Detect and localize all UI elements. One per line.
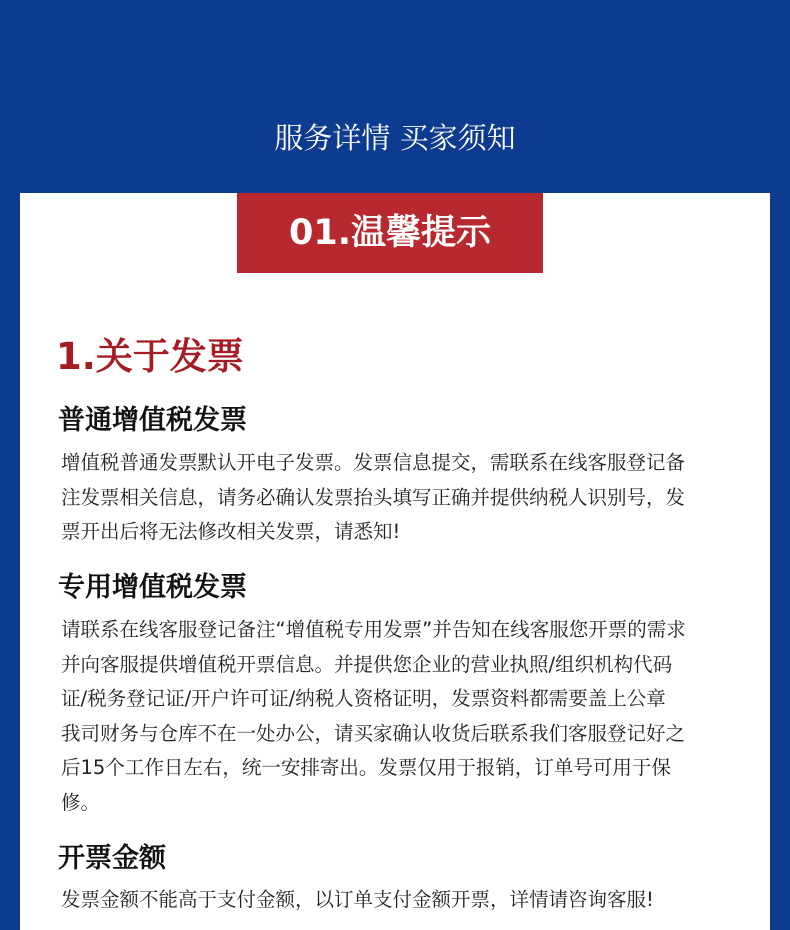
paragraph-line: 并向客服提供增值税开票信息。并提供您企业的营业执照/组织机构代码 [61,652,673,676]
normal-vat-invoice-heading: 普通增值税发票 [58,405,247,436]
special-vat-invoice-heading: 专用增值税发票 [58,572,247,603]
section-title: 1.关于发票 [56,335,244,378]
paragraph-line: 票开出后将无法修改相关发票，请悉知! [61,520,401,543]
paragraph-line: 后15个工作日左右，统一安排寄出。发票仅用于报销，订单号可用于保 [61,756,671,779]
paragraph-line: 修。 [61,790,101,814]
invoice-amount-heading: 开票金额 [58,843,166,874]
paragraph-line: 我司财务与仓库不在一处办公，请买家确认收货后联系我们客服登记好之 [61,721,686,745]
paragraph-line: 请联系在线客服登记备注“增值税专用发票”并告知在线客服您开票的需求 [61,618,686,641]
tips-banner: 01.温馨提示 [237,193,543,273]
content-card [20,193,770,930]
normal-vat-invoice-text [61,446,733,550]
invoice-amount-text [61,883,733,918]
page-header-title: 服务详情 买家须知 [274,121,516,155]
special-vat-invoice-text [61,613,733,820]
paragraph-line: 证/税务登记证/开户许可证/纳税人资格证明，发票资料都需要盖上公章 [61,687,666,710]
paragraph-line: 注发票相关信息，请务必确认发票抬头填写正确并提供纳税人识别号，发 [61,485,686,509]
paragraph-line: 发票金额不能高于支付金额，以订单支付金额开票，详情请咨询客服! [61,888,654,911]
paragraph-line: 增值税普通发票默认开电子发票。发票信息提交，需联系在线客服登记备 [61,451,686,474]
